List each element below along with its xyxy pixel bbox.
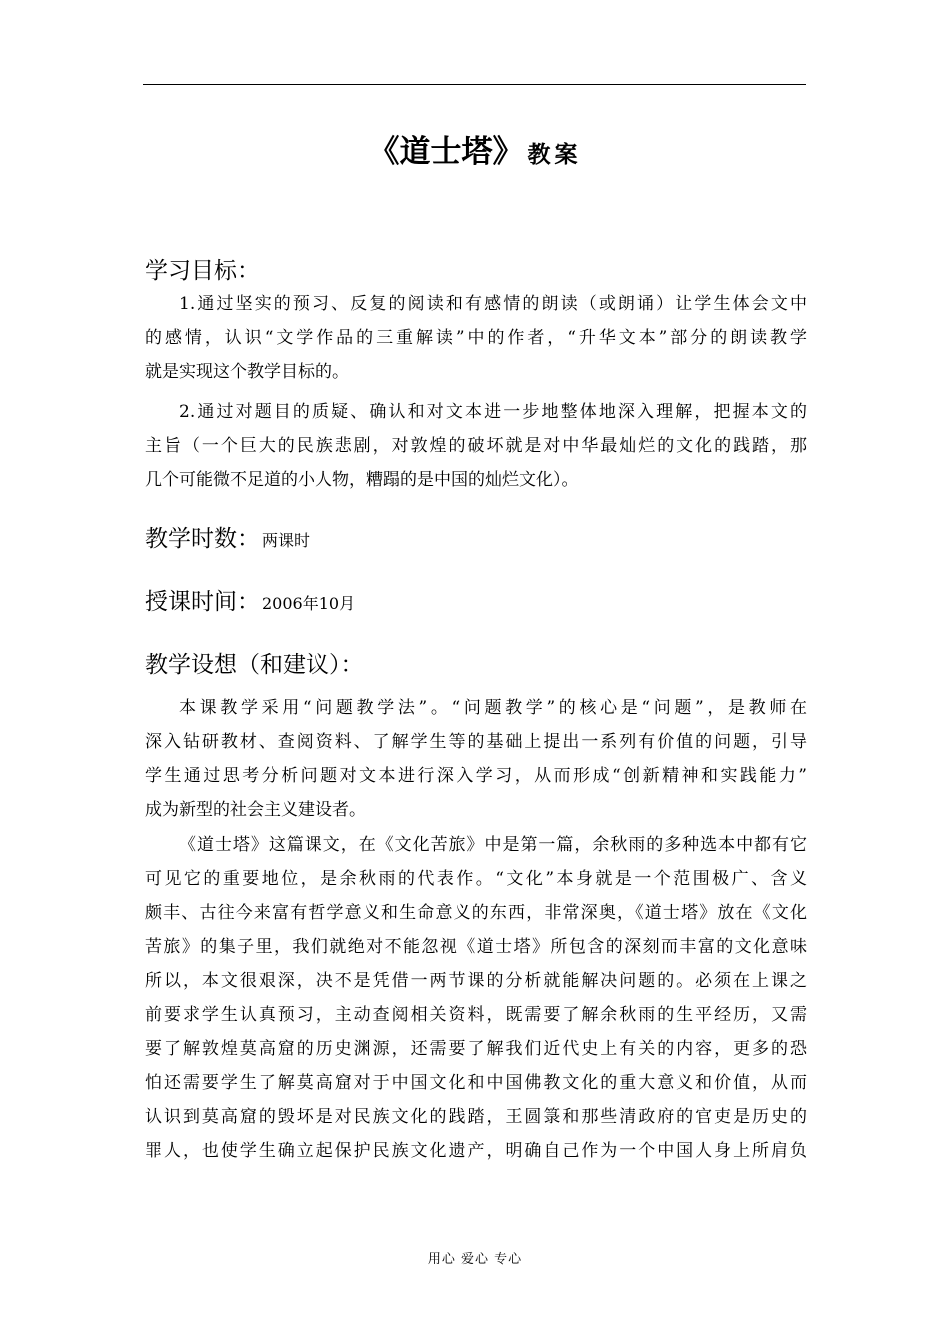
paragraph-line: 的感情，认识“文学作品的三重解读”中的作者，“升华文本”部分的朗读教学 <box>145 328 807 348</box>
paragraph-line: 认识到莫高窟的毁坏是对民族文化的践踏，王圆箓和那些清政府的官吏是历史的 <box>145 1107 807 1127</box>
paragraph-line: 前要求学生认真预习，主动查阅相关资料，既需要了解余秋雨的生平经历，又需 <box>145 1005 807 1025</box>
page-footer: 用心 爱心 专心 <box>427 1252 523 1267</box>
title-subtitle: 教案 <box>527 141 582 168</box>
date-value: 2006年10月 <box>262 594 356 613</box>
document-title <box>0 126 950 171</box>
heading-design <box>145 646 364 679</box>
paragraph-line: 苦旅》的集子里，我们就绝对不能忽视《道士塔》所包含的深刻而丰富的文化意味 <box>145 937 807 957</box>
paragraph-line: 可见它的重要地位，是余秋雨的代表作。“文化”本身就是一个范围极广、含义 <box>145 869 807 889</box>
title-main: 《道士塔》 <box>368 134 524 170</box>
heading-design-label: 教学设想（和建议）： <box>145 652 364 678</box>
heading-date <box>145 583 355 616</box>
paragraph-line: 《道士塔》这篇课文，在《文化苦旅》中是第一篇，余秋雨的多种选本中都有它 <box>179 835 807 855</box>
paragraph-line: 成为新型的社会主义建设者。 <box>145 800 366 820</box>
paragraph-line: 本课教学采用“问题教学法”。“问题教学”的核心是“问题”，是教师在 <box>179 698 807 718</box>
paragraph-line: 1.通过坚实的预习、反复的阅读和有感情的朗读（或朗诵）让学生体会文中 <box>179 294 807 314</box>
paragraph-line: 学生通过思考分析问题对文本进行深入学习，从而形成“创新精神和实践能力” <box>145 766 807 786</box>
paragraph-line: 怕还需要学生了解莫高窟对于中国文化和中国佛教文化的重大意义和价值，从而 <box>145 1073 807 1093</box>
heading-date-label: 授课时间： <box>145 589 260 615</box>
top-rule <box>143 84 806 85</box>
paragraph-line: 主旨（一个巨大的民族悲剧，对敦煌的破坏就是对中华最灿烂的文化的践踏，那 <box>145 436 807 456</box>
paragraph-line: 就是实现这个教学目标的。 <box>145 362 349 382</box>
heading-objectives-label: 学习目标： <box>145 258 260 284</box>
paragraph-line: 颇丰、古往今来富有哲学意义和生命意义的东西，非常深奥，《道士塔》放在《文化 <box>145 903 807 923</box>
hours-value: 两课时 <box>262 531 311 550</box>
paragraph-line: 深入钻研教材、查阅资料、了解学生等的基础上提出一系列有价值的问题，引导 <box>145 732 807 752</box>
heading-hours-label: 教学时数： <box>145 526 260 552</box>
paragraph-line: 要了解敦煌莫高窟的历史渊源，还需要了解我们近代史上有关的内容，更多的恐 <box>145 1039 807 1059</box>
paragraph-line: 罪人，也使学生确立起保护民族文化遗产，明确自己作为一个中国人身上所肩负 <box>145 1141 807 1161</box>
design-paragraph-2 <box>145 828 807 1168</box>
heading-hours <box>145 520 310 553</box>
objective-item-2 <box>145 395 807 497</box>
paragraph-line: 2.通过对题目的质疑、确认和对文本进一步地整体地深入理解，把握本文的 <box>179 402 807 422</box>
design-paragraph-1 <box>145 691 807 827</box>
paragraph-line: 几个可能微不足道的小人物，糟蹋的是中国的灿烂文化）。 <box>145 470 579 490</box>
objective-item-1 <box>145 287 807 389</box>
heading-objectives <box>145 252 260 285</box>
paragraph-line: 所以，本文很艰深，决不是凭借一两节课的分析就能解决问题的。必须在上课之 <box>145 971 807 991</box>
